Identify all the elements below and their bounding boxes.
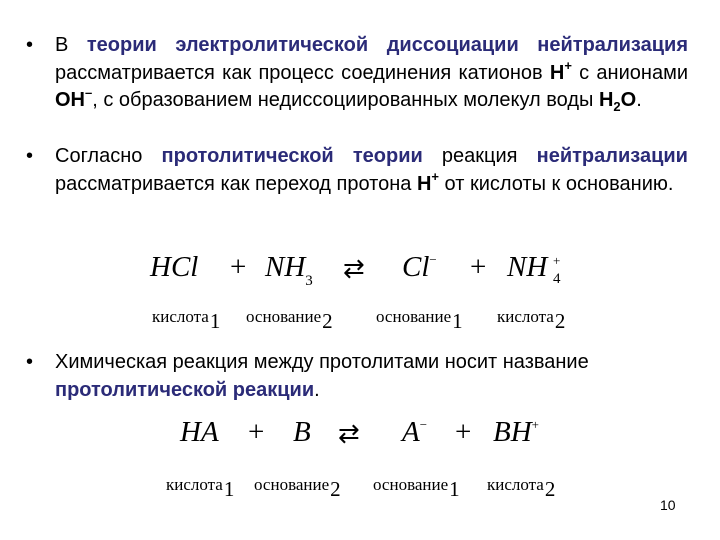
- keyword-protolytic-theory: протолитической теории: [161, 145, 423, 167]
- text: рассматривается как переход протона: [55, 172, 412, 195]
- formula-water: $H_2O$: [598, 89, 637, 114]
- bullet-marker: •: [26, 351, 34, 373]
- equilibrium-arrow: ⇄: [338, 419, 360, 448]
- text: Согласно: [55, 145, 162, 167]
- plus-sign: +: [455, 416, 472, 448]
- page-number: 10: [660, 497, 676, 513]
- text: [519, 34, 538, 56]
- formula-cl: Cl−: [402, 251, 437, 283]
- formula-oh: OH–: [55, 85, 93, 111]
- paragraph-neutralization-dissociation: [55, 32, 688, 115]
- paragraph-protolytic-reaction: [55, 349, 688, 404]
- equation-hcl-nh3: [150, 250, 590, 290]
- text: от кислоты к основанию.: [438, 172, 674, 195]
- bullet-marker: •: [26, 145, 34, 167]
- text: В: [55, 34, 87, 56]
- keyword-theory: теории электролитической диссоциации: [86, 34, 519, 56]
- text: рассматривается как процесс соединения катионов: [55, 61, 550, 84]
- label-base-1: основание1: [376, 307, 463, 333]
- plus-sign: +: [470, 251, 487, 283]
- text: , с: [92, 89, 114, 111]
- formula-nh3: $NH_3$: [265, 251, 313, 289]
- label-base-2: основание2: [246, 307, 333, 333]
- text: реакция: [422, 145, 537, 167]
- formula-h: H+: [549, 57, 572, 84]
- label-acid-1: кислота1: [152, 307, 221, 333]
- label-acid-2: кислота2: [487, 475, 556, 501]
- text: Химическая реакция между протолитами носит название: [55, 351, 589, 373]
- bullet-marker: •: [26, 34, 34, 56]
- text: образованием недиссоциированных молекул воды: [118, 89, 599, 111]
- formula-a: A−: [402, 416, 428, 448]
- formula-b: B: [293, 416, 311, 448]
- paragraph-protolytic-theory: [55, 143, 688, 198]
- formula-bh: BH+: [493, 416, 540, 448]
- label-base-1: основание1: [373, 475, 460, 501]
- keyword-neutralization: нейтрализация: [537, 34, 688, 56]
- text: .: [636, 89, 642, 111]
- keyword-protolytic-reaction: протолитической реакции: [55, 378, 315, 401]
- plus-sign: +: [248, 416, 265, 448]
- label-acid-2: кислота2: [497, 307, 566, 333]
- text: .: [314, 378, 320, 401]
- formula-hcl: HCl: [150, 251, 199, 283]
- label-acid-1: кислота1: [166, 475, 235, 501]
- keyword-neutralization: нейтрализации: [536, 145, 688, 167]
- formula-nh4: NH + 4: [507, 251, 561, 287]
- plus-sign: +: [230, 251, 247, 283]
- formula-h: H+: [416, 168, 439, 195]
- label-base-2: основание2: [254, 475, 341, 501]
- equilibrium-arrow: ⇄: [343, 254, 365, 283]
- equation-ha-b: [180, 415, 580, 455]
- formula-ha: HA: [180, 416, 219, 448]
- text: с анионами: [571, 61, 688, 84]
